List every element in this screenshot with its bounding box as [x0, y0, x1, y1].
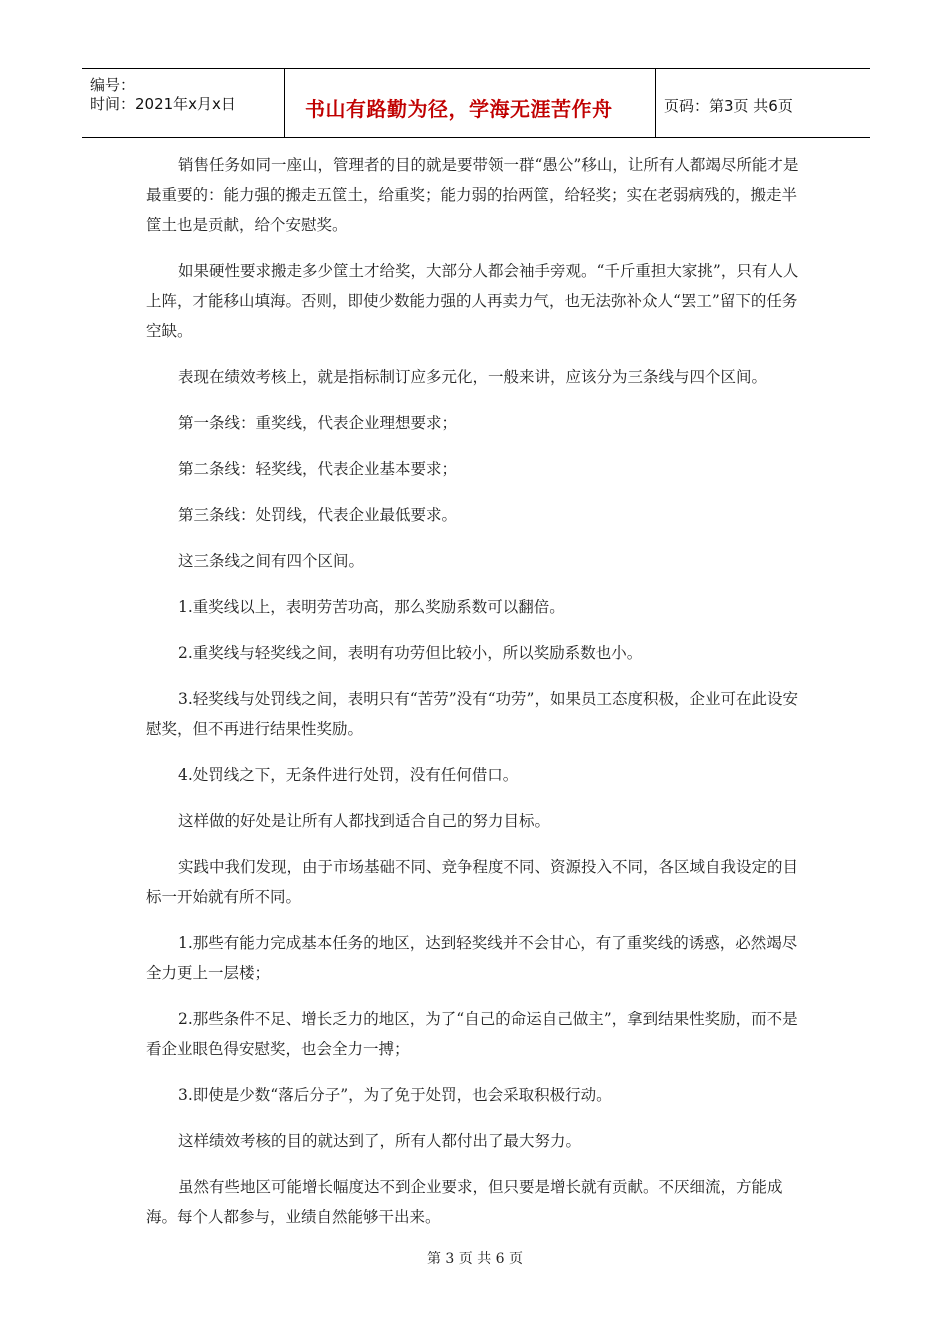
paragraph: 2.那些条件不足、增长乏力的地区，为了“自己的命运自己做主”，拿到结果性奖励，而不是看企业眼色得安慰奖，也会全力一搏； — [146, 1010, 798, 1058]
paragraph: 表现在绩效考核上，就是指标制订应多元化，一般来讲，应该分为三条线与四个区间。 — [178, 368, 768, 386]
paragraph: 2.重奖线与轻奖线之间，表明有功劳但比较小，所以奖励系数也小。 — [178, 644, 643, 662]
page-header — [82, 68, 870, 138]
paragraph: 3.即使是少数“落后分子”，为了免于处罚，也会采取积极行动。 — [178, 1086, 612, 1104]
header-meta-cell — [82, 69, 285, 137]
page-footer: 第 3 页 共 6 页 — [426, 1251, 524, 1267]
paragraph: 第一条线：重奖线，代表企业理想要求； — [178, 414, 458, 432]
paragraph: 这样绩效考核的目的就达到了，所有人都付出了最大努力。 — [178, 1132, 582, 1150]
paragraph: 这样做的好处是让所有人都找到适合自己的努力目标。 — [178, 812, 551, 830]
header-motto-cell — [285, 69, 656, 137]
paragraph: 1.重奖线以上，表明劳苦功高，那么奖励系数可以翻倍。 — [178, 598, 565, 616]
header-motto: 书山有路勤为径，学海无涯苦作舟 — [305, 97, 613, 121]
paragraph: 如果硬性要求搬走多少筐土才给奖，大部分人都会袖手旁观。“千斤重担大家挑”，只有人人上阵，才能移山填海。否则，即使少数能力强的人再卖力气，也无法弥补众人“罢工”留下的任务空缺。 — [146, 262, 799, 340]
paragraph: 虽然有些地区可能增长幅度达不到企业要求，但只要是增长就有贡献。不厌细流，方能成海。每个人都参与，业绩自然能够干出来。 — [146, 1178, 783, 1226]
paragraph: 1.那些有能力完成基本任务的地区，达到轻奖线并不会甘心，有了重奖线的诱惑，必然竭尽全力更上一层楼； — [146, 934, 798, 982]
paragraph: 4.处罚线之下，无条件进行处罚，没有任何借口。 — [178, 766, 519, 784]
paragraph: 实践中我们发现，由于市场基础不同、竞争程度不同、资源投入不同，各区域自我设定的目标一开始就有所不同。 — [146, 858, 799, 906]
paragraph: 3.轻奖线与处罚线之间，表明只有“苦劳”没有“功劳”，如果员工态度积极，企业可在此设安慰奖，但不再进行结果性奖励。 — [146, 690, 798, 738]
paragraph: 第三条线：处罚线，代表企业最低要求。 — [178, 506, 458, 524]
paragraph: 第二条线：轻奖线，代表企业基本要求； — [178, 460, 458, 478]
header-page-info: 页码：第3页 共6页 — [664, 97, 793, 115]
paragraph: 这三条线之间有四个区间。 — [178, 552, 365, 570]
document-body — [146, 150, 806, 1248]
paragraph: 销售任务如同一座山，管理者的目的就是要带领一群“愚公”移山，让所有人都竭尽所能才是最重要的：能力强的搬走五筐土，给重奖；能力弱的抬两筐，给轻奖；实在老弱病残的，搬走半筐土也是贡献，给个安慰奖。 — [146, 156, 799, 234]
document-date-label: 时间：2021年x月x日 — [90, 95, 236, 113]
document-number-label: 编号： — [90, 76, 136, 94]
